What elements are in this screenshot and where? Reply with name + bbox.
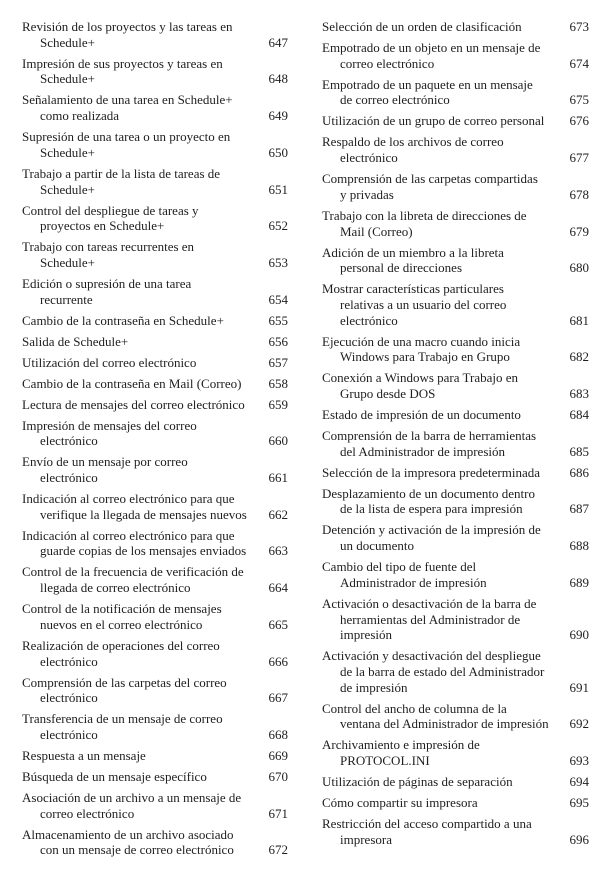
toc-entry-title-line: como realizada bbox=[40, 108, 120, 124]
toc-entry-title-line: Schedule+ bbox=[40, 144, 95, 160]
toc-entry-title-line: Transferencia de un mensaje de correo bbox=[22, 711, 223, 727]
toc-entry-title-line: Estado de impresión de un documento bbox=[322, 407, 521, 423]
toc-page-number: 667 bbox=[268, 690, 288, 706]
toc-entry bbox=[22, 601, 288, 632]
toc-page-number: 689 bbox=[569, 574, 589, 590]
toc-entry-title-line: Utilización de un grupo de correo personal bbox=[322, 113, 545, 129]
toc-entry-title-line: Utilización del correo electrónico bbox=[22, 354, 197, 370]
toc-entry-title-line: proyectos en Schedule+ bbox=[40, 218, 165, 234]
toc-entry-title-line: Detención y activación de la impresión de bbox=[322, 522, 541, 538]
toc-entry-title-line: Comprensión de las carpetas compartidas bbox=[322, 171, 538, 187]
toc-entry-title-line: Respaldo de los archivos de correo bbox=[322, 134, 504, 150]
toc-entry-title-line: Control del despliegue de tareas y bbox=[22, 202, 199, 218]
toc-entry bbox=[322, 465, 589, 481]
toc-entry-title-line: PROTOCOL.INI bbox=[340, 753, 430, 769]
toc-page-number: 647 bbox=[268, 34, 288, 50]
toc-entry-title-line: un documento bbox=[340, 538, 415, 554]
toc-page-number: 681 bbox=[569, 312, 589, 328]
toc-entry-title-line: Ejecución de una macro cuando inicia bbox=[322, 333, 521, 349]
toc-entry-title-line: Envío de un mensaje por correo bbox=[22, 454, 188, 470]
toc-entry-title-line: Realización de operaciones del correo bbox=[22, 637, 220, 653]
toc-entry-title-line: Almacenamiento de un archivo asociado bbox=[22, 826, 234, 842]
toc-entry-title-line: con un mensaje de correo electrónico bbox=[40, 842, 234, 858]
toc-page-number: 676 bbox=[569, 113, 589, 129]
toc-page-number: 684 bbox=[569, 407, 589, 423]
toc-entry bbox=[322, 40, 589, 71]
toc-entry-title-line: personal de direcciones bbox=[340, 260, 463, 276]
toc-entry-title-line: Utilización de páginas de separación bbox=[322, 774, 513, 790]
toc-entry bbox=[22, 638, 288, 669]
toc-page-number: 687 bbox=[569, 501, 589, 517]
toc-page-number: 686 bbox=[569, 464, 589, 480]
toc-page-number: 683 bbox=[569, 386, 589, 402]
toc-entry-title-line: Empotrado de un objeto en un mensaje de bbox=[322, 40, 541, 55]
toc-page-number: 662 bbox=[268, 506, 288, 522]
toc-entry bbox=[322, 596, 589, 643]
toc-entry-title-line: Cambio de la contraseña en Mail (Correo) bbox=[22, 375, 242, 391]
toc-entry bbox=[322, 245, 589, 276]
toc-page-number: 674 bbox=[569, 55, 589, 71]
toc-page-number: 650 bbox=[268, 144, 288, 160]
toc-entry-title-line: Impresión de mensajes del correo bbox=[22, 417, 197, 433]
toc-entry-title-line: herramientas del Administrador de bbox=[340, 611, 521, 627]
toc-page-number: 659 bbox=[268, 396, 288, 412]
toc-entry-title-line: electrónico bbox=[40, 726, 98, 742]
toc-page-number: 653 bbox=[268, 254, 288, 270]
toc-entry bbox=[322, 737, 589, 768]
toc-entry-title-line: Activación y desactivación del despliegue bbox=[322, 648, 541, 664]
toc-page-number: 680 bbox=[569, 260, 589, 276]
toc-page-number: 671 bbox=[268, 805, 288, 821]
toc-page-number: 675 bbox=[569, 92, 589, 108]
toc-entry-title-line: guarde copias de los mensajes enviados bbox=[40, 543, 247, 559]
toc-entry-title-line: Comprensión de las carpetas del correo bbox=[22, 674, 227, 690]
toc-entry-title-line: Administrador de impresión bbox=[340, 574, 487, 590]
toc-page-number: 663 bbox=[268, 543, 288, 559]
toc-entry-title-line: de la barra de estado del Administrador bbox=[340, 663, 545, 679]
toc-entry bbox=[322, 559, 589, 590]
toc-entry bbox=[322, 77, 589, 108]
toc-entry bbox=[322, 281, 589, 328]
toc-entry-title-line: de la lista de espera para impresión bbox=[340, 501, 523, 517]
toc-entry bbox=[322, 370, 589, 401]
toc-page-number: 660 bbox=[268, 433, 288, 449]
toc-entry-title-line: Cambio del tipo de fuente del bbox=[322, 559, 477, 575]
toc-entry bbox=[322, 407, 589, 423]
toc-entry bbox=[22, 748, 288, 764]
toc-entry-title-line: Trabajo con tareas recurrentes en bbox=[22, 239, 195, 255]
toc-entry-title-line: Windows para Trabajo en Grupo bbox=[340, 349, 510, 365]
toc-entry bbox=[22, 418, 288, 449]
toc-entry bbox=[22, 334, 288, 350]
toc-entry-title-line: electrónico bbox=[40, 690, 98, 706]
toc-page-number: 666 bbox=[268, 653, 288, 669]
toc-entry-title-line: Control de la notificación de mensajes bbox=[22, 601, 222, 617]
toc-entry-title-line: del Administrador de impresión bbox=[340, 443, 506, 459]
toc-entry bbox=[322, 208, 589, 239]
toc-entry bbox=[22, 166, 288, 197]
toc-page-number: 682 bbox=[569, 349, 589, 365]
toc-entry bbox=[322, 522, 589, 553]
toc-entry bbox=[22, 239, 288, 270]
toc-entry-title-line: llegada de correo electrónico bbox=[40, 580, 191, 596]
toc-entry bbox=[22, 397, 288, 413]
toc-entry bbox=[322, 648, 589, 695]
toc-entry-title-line: Cómo compartir su impresora bbox=[322, 795, 478, 811]
toc-entry-title-line: Selección de un orden de clasificación bbox=[322, 19, 522, 34]
toc-entry-title-line: correo electrónico bbox=[40, 805, 135, 821]
toc-entry-title-line: electrónico bbox=[40, 470, 98, 486]
toc-column-left bbox=[22, 19, 288, 863]
toc-entry bbox=[22, 711, 288, 742]
toc-entry-title-line: Archivamiento e impresión de bbox=[322, 737, 480, 753]
toc-entry bbox=[22, 769, 288, 785]
toc-entry-title-line: Grupo desde DOS bbox=[340, 386, 436, 402]
toc-entry bbox=[22, 19, 288, 50]
toc-entry-title-line: recurrente bbox=[40, 291, 93, 307]
toc-entry-title-line: Impresión de sus proyectos y tareas en bbox=[22, 55, 223, 71]
toc-page-number: 678 bbox=[569, 186, 589, 202]
toc-entry bbox=[322, 113, 589, 129]
toc-entry-title-line: Schedule+ bbox=[40, 254, 95, 270]
toc-entry bbox=[22, 454, 288, 485]
toc-page-number: 677 bbox=[569, 150, 589, 166]
toc-entry-title-line: Mostrar características particulares bbox=[322, 281, 504, 297]
toc-entry bbox=[322, 19, 589, 35]
toc-page-number: 688 bbox=[569, 538, 589, 554]
toc-page-number: 664 bbox=[268, 580, 288, 596]
toc-page-number: 694 bbox=[569, 774, 589, 790]
toc-entry bbox=[22, 129, 288, 160]
toc-entry-title-line: Respuesta a un mensaje bbox=[22, 747, 146, 763]
toc-entry-title-line: Activación o desactivación de la barra de bbox=[322, 595, 537, 611]
toc-entry-title-line: Adición de un miembro a la libreta bbox=[322, 244, 504, 260]
toc-entry bbox=[22, 675, 288, 706]
toc-entry bbox=[322, 795, 589, 811]
toc-entry-title-line: Supresión de una tarea o un proyecto en bbox=[22, 129, 231, 145]
toc-entry bbox=[22, 827, 288, 858]
toc-entry-title-line: nuevos en el correo electrónico bbox=[40, 616, 203, 632]
toc-entry bbox=[322, 334, 589, 365]
toc-entry bbox=[322, 816, 589, 847]
toc-entry-title-line: Trabajo a partir de la lista de tareas de bbox=[22, 165, 221, 181]
toc-entry-title-line: Indicación al correo electrónico para que bbox=[22, 527, 235, 543]
toc-page-number: 658 bbox=[268, 375, 288, 391]
toc-entry bbox=[22, 92, 288, 123]
toc-entry-title-line: Empotrado de un paquete en un mensaje bbox=[322, 76, 533, 92]
toc-page-number: 691 bbox=[569, 679, 589, 695]
toc-entry-title-line: Schedule+ bbox=[40, 181, 95, 197]
toc-entry-title-line: Lectura de mensajes del correo electrónico bbox=[22, 396, 245, 412]
toc-entry-title-line: Indicación al correo electrónico para que bbox=[22, 491, 235, 507]
toc-entry-title-line: electrónico bbox=[340, 150, 398, 166]
toc-entry-title-line: Edición o supresión de una tarea bbox=[22, 275, 192, 291]
toc-entry-title-line: Asociación de un archivo a un mensaje de bbox=[22, 789, 242, 805]
toc-page-number: 679 bbox=[569, 223, 589, 239]
toc-entry-title-line: y privadas bbox=[340, 186, 394, 202]
toc-page-number: 648 bbox=[268, 71, 288, 87]
toc-entry-title-line: de impresión bbox=[340, 679, 408, 695]
toc-entry-title-line: Control de la frecuencia de verificación de bbox=[22, 564, 244, 580]
toc-entry-title-line: electrónico bbox=[340, 312, 398, 328]
toc-entry-title-line: Búsqueda de un mensaje específico bbox=[22, 768, 207, 784]
toc-entry-title-line: Trabajo con la libreta de direcciones de bbox=[322, 207, 527, 223]
toc-page-number: 669 bbox=[268, 747, 288, 763]
toc-page-number: 657 bbox=[268, 354, 288, 370]
toc-page-number: 695 bbox=[569, 795, 589, 811]
toc-entry-title-line: Comprensión de la barra de herramientas bbox=[322, 428, 537, 444]
toc-page-number: 685 bbox=[569, 443, 589, 459]
toc-page-number: 649 bbox=[268, 108, 288, 124]
toc-entry-title-line: Revisión de los proyectos y las tareas en bbox=[22, 19, 233, 34]
toc-page-number: 673 bbox=[569, 19, 589, 34]
toc-entry-title-line: ventana del Administrador de impresión bbox=[340, 716, 549, 732]
toc-page-number: 692 bbox=[569, 716, 589, 732]
toc-entry-title-line: Schedule+ bbox=[40, 34, 95, 50]
toc-page-number: 654 bbox=[268, 291, 288, 307]
toc-entry-title-line: relativas a un usuario del correo bbox=[340, 296, 507, 312]
toc-page-number: 656 bbox=[268, 333, 288, 349]
toc-entry-title-line: Selección de la impresora predeterminada bbox=[322, 464, 541, 480]
toc-entry bbox=[322, 486, 589, 517]
toc-page-number: 668 bbox=[268, 726, 288, 742]
toc-page-number: 690 bbox=[569, 627, 589, 643]
toc-entry-title-line: Schedule+ bbox=[40, 71, 95, 87]
toc-entry-title-line: de correo electrónico bbox=[340, 92, 450, 108]
toc-entry bbox=[22, 203, 288, 234]
toc-entry bbox=[322, 171, 589, 202]
toc-entry bbox=[22, 355, 288, 371]
toc-column-right bbox=[322, 19, 589, 853]
toc-entry-title-line: Mail (Correo) bbox=[340, 223, 413, 239]
toc-page-number: 651 bbox=[268, 181, 288, 197]
toc-entry-title-line: impresión bbox=[340, 627, 392, 643]
toc-entry bbox=[22, 276, 288, 307]
toc-entry bbox=[322, 428, 589, 459]
toc-entry bbox=[22, 376, 288, 392]
toc-entry bbox=[22, 313, 288, 329]
toc-entry-title-line: Señalamiento de una tarea en Schedule+ bbox=[22, 92, 233, 108]
toc-entry bbox=[322, 774, 589, 790]
toc-page-number: 693 bbox=[569, 753, 589, 769]
toc-page-number: 696 bbox=[569, 831, 589, 847]
toc-entry bbox=[22, 528, 288, 559]
toc-entry-title-line: Control del ancho de columna de la bbox=[322, 700, 507, 716]
toc-page-number: 661 bbox=[268, 470, 288, 486]
toc-entry-title-line: verifique la llegada de mensajes nuevos bbox=[40, 506, 247, 522]
toc-page-number: 655 bbox=[268, 312, 288, 328]
toc-entry-title-line: Restricción del acceso compartido a una bbox=[322, 816, 532, 832]
toc-entry bbox=[22, 56, 288, 87]
toc-page-number: 652 bbox=[268, 218, 288, 234]
toc-entry bbox=[322, 134, 589, 165]
toc-page-number: 672 bbox=[268, 842, 288, 858]
toc-page-number: 665 bbox=[268, 616, 288, 632]
toc-entry-title-line: impresora bbox=[340, 831, 392, 847]
toc-entry-title-line: Desplazamiento de un documento dentro bbox=[322, 485, 535, 501]
toc-entry-title-line: electrónico bbox=[40, 433, 98, 449]
toc-entry bbox=[22, 491, 288, 522]
toc-entry-title-line: Cambio de la contraseña en Schedule+ bbox=[22, 312, 224, 328]
toc-entry-title-line: correo electrónico bbox=[340, 55, 435, 71]
toc-entry bbox=[22, 564, 288, 595]
toc-entry-title-line: Conexión a Windows para Trabajo en bbox=[322, 370, 519, 386]
toc-entry-title-line: electrónico bbox=[40, 653, 98, 669]
toc-entry bbox=[22, 790, 288, 821]
toc-page-number: 670 bbox=[268, 768, 288, 784]
toc-entry bbox=[322, 701, 589, 732]
toc-entry-title-line: Salida de Schedule+ bbox=[22, 333, 129, 349]
